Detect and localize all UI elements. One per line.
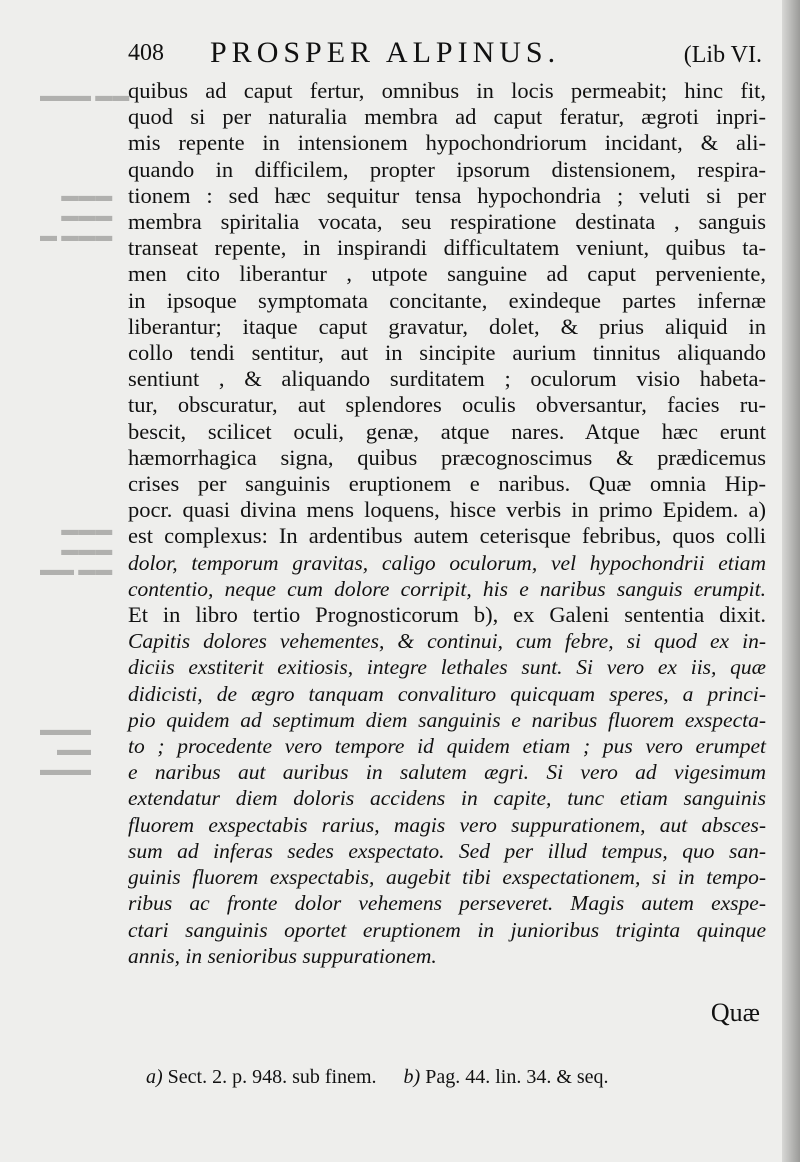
text-line: hæmorrhagica signa, quibus præcognoscimus & prædicemus xyxy=(128,444,766,470)
text-line: guinis fluorem exspectabis, augebit tibi exspectationem, si in tempo- xyxy=(128,865,766,890)
text-line: tionem : sed hæc sequitur tensa hypochondria ; veluti si per xyxy=(128,182,766,208)
text-line: didicisti, de ægro tanquam convalituro quicquam speres, a princi- xyxy=(128,681,766,706)
text-line: tur, obscuratur, aut splendores oculis obversantur, facies ru- xyxy=(128,392,766,418)
text-line: quod si per naturalia membra ad caput feratur, ægroti inpri- xyxy=(128,104,766,130)
page-number: 408 xyxy=(128,40,164,66)
page-header xyxy=(128,36,768,76)
text-line: liberantur; itaque caput gravatur, dolet, & prius aliquid in xyxy=(128,313,766,339)
text-line: sum ad inferas sedes exspectato. Sed per illud tempus, quo san- xyxy=(128,838,766,863)
text-line: extendatur diem doloris accidens in capite, tunc etiam sanguinis xyxy=(128,786,766,811)
text-line: mis repente in intensionem hypochondriorum incidant, & ali- xyxy=(128,130,766,156)
footnote-a-text: Sect. 2. p. 948. sub finem. xyxy=(167,1066,377,1088)
footnote-a-marker: a) xyxy=(146,1066,163,1088)
page-edge xyxy=(782,0,800,1162)
text-line: ctari sanguinis oportet eruptionem in junioribus triginta quinque xyxy=(128,917,766,942)
text-line: annis, in senioribus suppurationem. xyxy=(128,943,437,968)
text-line: contentio, neque cum dolore corripit, his e naribus sanguis erumpit. xyxy=(128,576,766,601)
body-text xyxy=(128,78,766,969)
bleed-through-mark: ▬▬▬ ▬▬ ▬▬▬ xyxy=(40,720,91,779)
text-line: quibus ad caput fertur, omnibus in locis permeabit; hinc fit, xyxy=(128,78,766,103)
text-line: men cito liberantur , utpote sanguine ad caput perveniente, xyxy=(128,261,766,287)
catchword: Quæ xyxy=(710,998,760,1027)
bleed-through-mark: ▬▬▬ ▬▬▬ ▬▬▬ ▬ xyxy=(40,186,113,245)
text-line: transeat repente, in inspirandi difficultatem veniunt, quibus ta- xyxy=(128,235,766,261)
text-line: bescit, scilicet oculi, genæ, atque nares. Atque hæc erunt xyxy=(128,418,766,444)
text-line: pocr. quasi divina mens loquens, hisce verbis in primo Epidem. a) xyxy=(128,497,766,523)
text-line: membra spiritalia vocata, seu respiratione destinata , sanguis xyxy=(128,209,766,235)
text-line: est complexus: In ardentibus autem ceterisque febribus, quos colli xyxy=(128,523,766,549)
text-line: pio quidem ad septimum diem sanguinis e naribus fluorem exspecta- xyxy=(128,707,766,732)
text-line: Capitis dolores vehementes, & continui, cum febre, si quod ex in- xyxy=(128,629,766,654)
text-line: crises per sanguinis eruptionem e naribus. Quæ omnia Hip- xyxy=(128,471,766,497)
text-line: to ; procedente vero tempore id quidem etiam ; pus vero erumpet xyxy=(128,734,766,759)
footnote-b-text: Pag. 44. lin. 34. & seq. xyxy=(425,1066,609,1088)
bleed-through-mark: ▬▬ ▬▬▬ xyxy=(40,86,130,105)
text-line: sentiunt , & aliquando surditatem ; oculorum visio habeta- xyxy=(128,366,766,392)
text-line: fluorem exspectabis rarius, magis vero suppurationem, aut absces- xyxy=(128,812,766,837)
text-line: Et in libro tertio Prognosticorum b), ex Galeni sententia dixit. xyxy=(128,602,766,628)
text-line: diciis exstiterit exitiosis, integre lethales sunt. Si vero ex iis, quæ xyxy=(128,655,766,680)
text-line: in ipsoque symptomata concitante, exindeque partes infernæ xyxy=(128,287,766,313)
bleed-through-mark: ▬▬▬ ▬▬▬ ▬▬ ▬▬ xyxy=(40,520,113,579)
text-line: e naribus aut auribus in salutem ægri. Si vero ad vigesimum xyxy=(128,760,766,785)
footnote-a xyxy=(146,1066,382,1088)
text-line: collo tendi sentitur, aut in sincipite aurium tinnitus aliquando xyxy=(128,340,766,366)
footnote-b-marker: b) xyxy=(403,1066,421,1088)
book-reference: (Lib VI. xyxy=(683,42,762,68)
footnote-b xyxy=(404,1066,609,1088)
text-line: quando in difficilem, propter ipsorum distensionem, respira- xyxy=(128,156,766,182)
running-title: PROSPER ALPINUS. xyxy=(210,36,561,69)
text-line: ribus ac fronte dolor vehemens perseveret. Magis autem exspe- xyxy=(128,891,766,916)
text-line: dolor, temporum gravitas, caligo oculorum, vel hypochondrii etiam xyxy=(128,550,766,575)
footnotes xyxy=(146,1066,609,1089)
